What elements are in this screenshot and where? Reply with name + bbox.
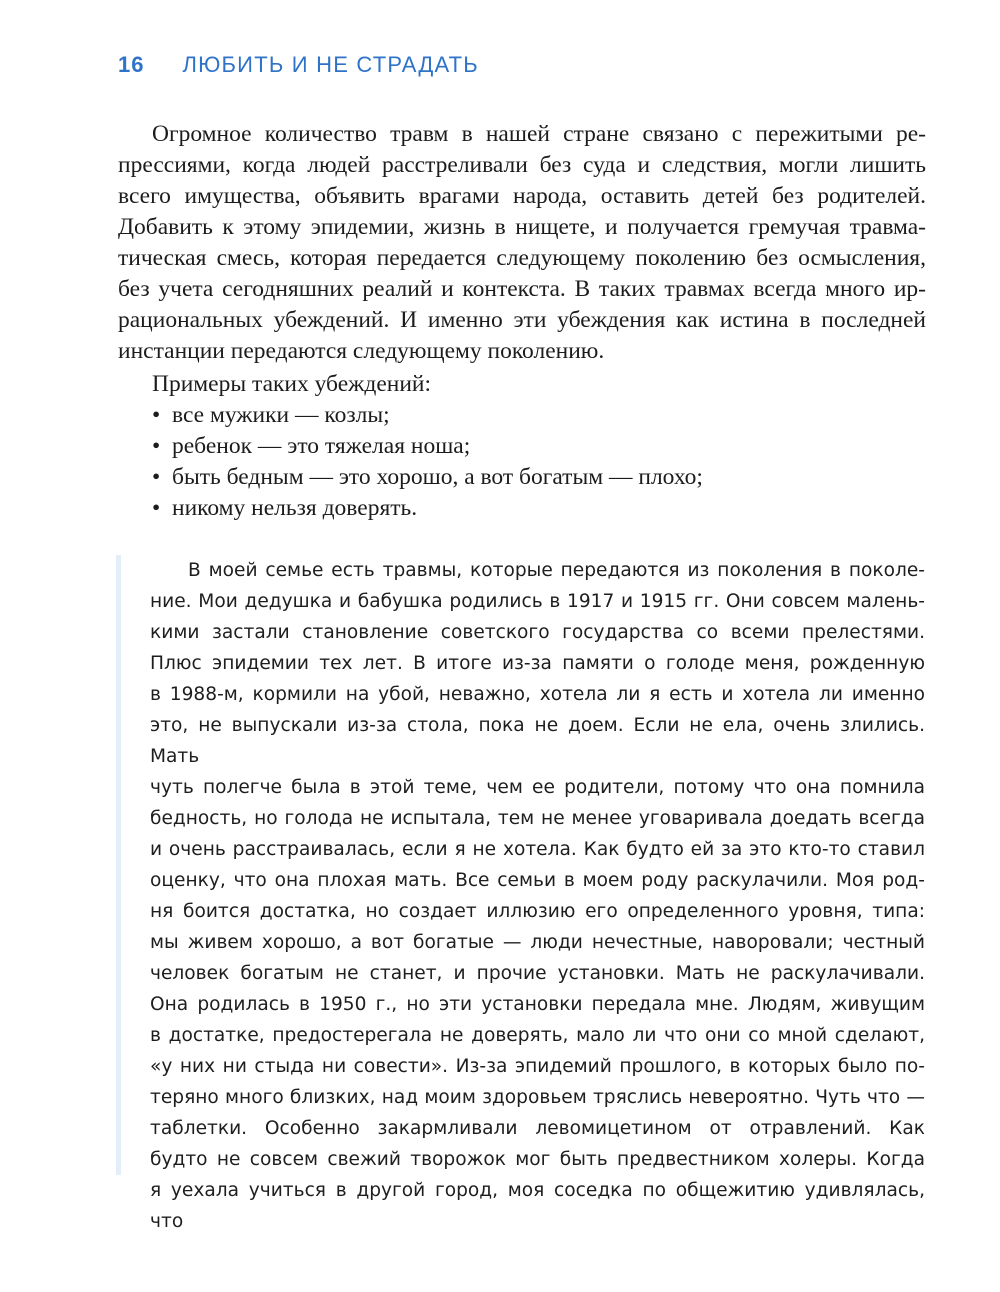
quote-line: человек богатым не станет, и прочие установки. Мать не раскулачивали. [150, 963, 925, 984]
bullet-icon: • [152, 402, 161, 428]
quote-line: таблетки. Особенно закармливали левомицетином от отравлений. Как [150, 1118, 925, 1139]
quote-line: теряно много близких, над моим здоровьем тряслись невероятно. Чуть что — [150, 1087, 925, 1108]
quote-line: оценку, что она плохая мать. Все семьи в моем роду раскулачили. Моя род- [150, 870, 925, 891]
list-item [118, 493, 926, 524]
quote-line: в достатке, предостерегала не доверять, мало ли что они со мной сделают, [150, 1025, 925, 1046]
body-line: рациональных убеждений. И именно эти убеждения как истина в последней [118, 307, 926, 333]
quote-line: ня боится достатка, но создает иллюзию его определенного уровня, типа: [150, 901, 925, 922]
bullet-icon: • [152, 495, 161, 521]
quote-line: «у них ни стыда ни совести». Из-за эпидемий прошлого, в которых было по- [150, 1056, 925, 1077]
quote-line: и очень расстраивалась, если я не хотела. Как будто ей за это кто-то ставил [150, 839, 925, 860]
body-line: Огромное количество травм в нашей стране связано с пережитыми ре- [152, 121, 926, 147]
bullet-icon: • [152, 464, 161, 490]
list-item-text: никому нельзя доверять. [172, 495, 418, 521]
list-intro: Примеры таких убеждений: [152, 371, 432, 397]
body-line: Добавить к этому эпидемии, жизнь в нищете, и получается гремучая травма- [118, 214, 926, 240]
quote-accent-bar [116, 555, 121, 1175]
quote-line: бедность, но голода не испытала, тем не менее уговаривала доедать всегда [150, 808, 925, 829]
list-item [118, 431, 926, 462]
main-paragraph [118, 119, 926, 524]
quote-line: кими застали становление советского государства со всеми прелестями. [150, 622, 925, 643]
list-item [118, 462, 926, 493]
quote-line: ние. Мои дедушка и бабушка родились в 1917 и 1915 гг. Они совсем малень- [150, 591, 925, 612]
body-line: всего имущества, объявить врагами народа, оставить детей без родителей. [118, 183, 926, 209]
quote-line: В моей семье есть травмы, которые передаются из поколения в поколе- [188, 560, 925, 581]
bullet-icon: • [152, 433, 161, 459]
list-item-text: быть бедным — это хорошо, а вот богатым — плохо; [172, 464, 703, 490]
quote-line: это, не выпускали из-за стола, пока не доем. Если не ела, очень злились. Мать [150, 715, 925, 767]
list-item-text: все мужики — козлы; [172, 402, 390, 428]
quote-line: чуть полегче была в этой теме, чем ее родители, потому что она помнила [150, 777, 925, 798]
body-line: инстанции передаются следующему поколению. [118, 338, 605, 364]
list-item-text: ребенок — это тяжелая ноша; [172, 433, 471, 459]
body-line: без учета сегодняшних реалий и контекста. В таких травмах всегда много ир- [118, 276, 926, 302]
quote-line: мы живем хорошо, а вот богатые — люди нечестные, наворовали; честный [150, 932, 925, 953]
list-item [118, 400, 926, 431]
body-line: прессиями, когда людей расстреливали без суда и следствия, могли лишить [118, 152, 926, 178]
quote-line: Плюс эпидемии тех лет. В итоге из-за памяти о голоде меня, рожденную [150, 653, 925, 674]
quote-line: в 1988-м, кормили на убой, неважно, хотела ли я есть и хотела ли именно [150, 684, 925, 705]
quote-line: я уехала учиться в другой город, моя соседка по общежитию удивлялась, что [150, 1180, 925, 1232]
testimonial-quote [150, 555, 925, 1237]
quote-line: будто не совсем свежий творожок мог быть предвестником холеры. Когда [150, 1149, 925, 1170]
running-title: ЛЮБИТЬ И НЕ СТРАДАТЬ [182, 52, 479, 77]
body-line: тическая смесь, которая передается следующему поколению без осмысления, [118, 245, 926, 271]
running-header [118, 52, 479, 78]
page-number: 16 [118, 52, 145, 77]
quote-line: Она родилась в 1950 г., но эти установки передала мне. Людям, живущим [150, 994, 925, 1015]
